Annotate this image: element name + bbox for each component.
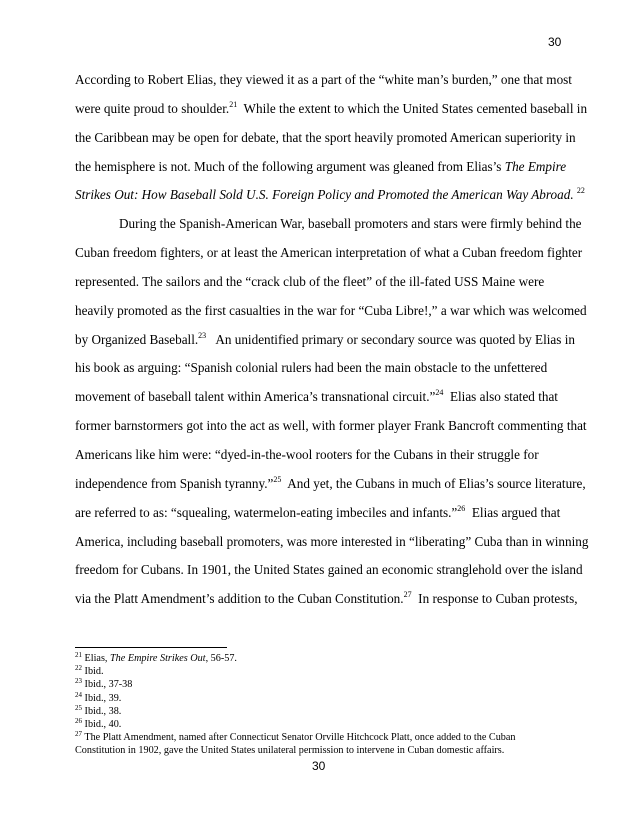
text-line: former barnstormers got into the act as well, with former player Frank Bancroft commenting that <box>75 418 587 434</box>
footnote-22: $^{22}$ Ibid. <box>75 664 104 678</box>
text-line: According to Robert Elias, they viewed it as a part of the “white man’s burden,” one that most <box>75 72 572 87</box>
footnote-ref-22: 22 <box>576 186 585 196</box>
text-line: freedom for Cubans. In 1901, the United States gained an economic stranglehold over the island <box>75 562 583 578</box>
footnote-divider <box>75 647 227 648</box>
text-line: represented. The sailors and the “crack club of the fleet” of the ill-fated USS Maine were <box>75 273 545 289</box>
book-title: Strikes Out: How Baseball Sold U.S. Foreign Policy and Promoted the American Way Abroad. <box>75 187 574 203</box>
footnote-ref-27: 27 <box>403 590 412 600</box>
text-line: heavily promoted as the first casualties in the war for “Cuba Libre!,” a war which was welcomed <box>75 302 587 318</box>
text-line: Cuban freedom fighters, or at least the American interpretation of what a Cuban freedom fighter <box>75 245 583 261</box>
text-line: are referred to as: “squealing, watermelon-eating imbeciles and infants.”$^{26}$ Elias argued that <box>75 503 561 520</box>
page-number-header: 30 <box>548 35 562 49</box>
footnotes <box>75 652 575 758</box>
footnote-27: $^{27}$ The Platt Amendment, named after Connecticut Senator Orville Hitchcock Platt, once added to the Cuban <box>75 730 516 744</box>
footnote-21: $^{21}$ Elias, The Empire Strikes Out, 56-57. <box>75 651 237 664</box>
footnote-27-continued: Constitution in 1902, gave the United States unilateral permission to intervene in Cuban domestic affairs. <box>75 745 505 757</box>
text-line: by Organized Baseball.$^{23}$ An unidentified primary or secondary source was quoted by Elias in <box>75 330 575 347</box>
text-line: via the Platt Amendment’s addition to the Cuban Constitution.$^{27}$ In response to Cuban protests, <box>75 590 578 607</box>
text-line: the Caribbean may be open for debate, that the sport heavily promoted American superiority in <box>75 129 576 145</box>
footnote-ref-24: 24 <box>435 388 444 398</box>
footnote-ref-25: 25 <box>273 474 282 484</box>
text-line <box>75 181 585 210</box>
footnote-23: $^{23}$ Ibid., 37-38 <box>75 677 133 691</box>
text-line: his book as arguing: “Spanish colonial rulers had been the main obstacle to the unfettered <box>75 360 548 376</box>
footnote-ref-21: 21 <box>229 99 238 109</box>
text-line: movement of baseball talent within America’s transnational circuit.”$^{24}$ Elias also stated that <box>75 388 558 405</box>
footnote-26: $^{26}$ Ibid., 40. <box>75 717 122 731</box>
body-text <box>75 66 589 614</box>
text-line: the hemisphere is not. Much of the following argument was gleaned from Elias’s The Empire <box>75 158 567 174</box>
text-line: Americans like him were: “dyed-in-the-wool rooters for the Cubans in their struggle for <box>75 446 539 462</box>
footnote-25: $^{25}$ Ibid., 38. <box>75 703 122 717</box>
text-line: were quite proud to shoulder.$^{21}$ While the extent to which the United States cemented baseball in <box>75 99 588 116</box>
footnote-24: $^{24}$ Ibid., 39. <box>75 690 122 704</box>
text-line: independence from Spanish tyranny.”$^{25}$ And yet, the Cubans in much of Elias’s source literature, <box>75 474 586 491</box>
page-number-footer: 30 <box>312 759 326 773</box>
footnote-ref-23: 23 <box>198 330 207 340</box>
paragraph-start: During the Spanish-American War, baseball promoters and stars were firmly behind the <box>119 216 582 232</box>
book-title: The Empire <box>504 158 567 174</box>
footnote-ref-26: 26 <box>457 503 466 513</box>
text-line: America, including baseball promoters, was more interested in “liberating” Cuba than in winning <box>75 533 589 549</box>
